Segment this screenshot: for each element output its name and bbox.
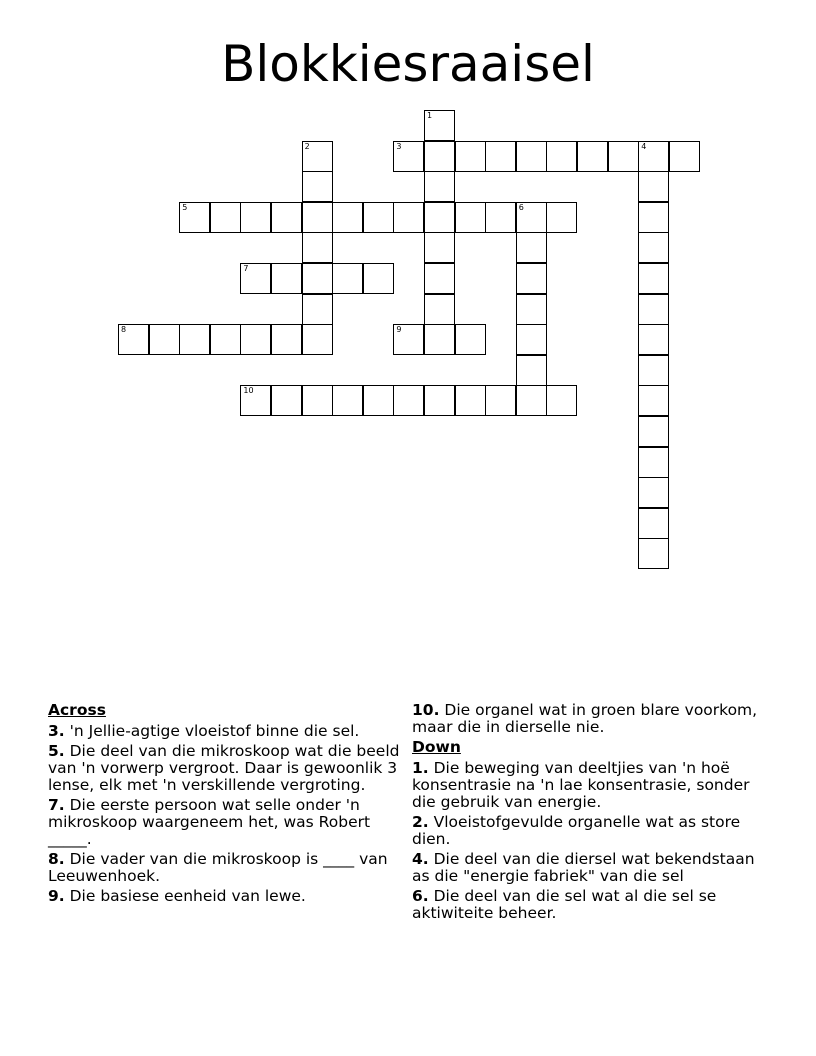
grid-cell[interactable] — [546, 202, 577, 233]
across-clue-8 — [48, 851, 408, 885]
grid-cell[interactable] — [424, 141, 455, 172]
clue-number: 4. — [412, 850, 429, 868]
grid-cell[interactable] — [577, 141, 608, 172]
grid-cell[interactable] — [393, 324, 424, 355]
grid-cell[interactable] — [393, 141, 424, 172]
across-clue-7 — [48, 797, 408, 848]
grid-cell[interactable] — [638, 508, 669, 539]
clue-number: 5. — [48, 742, 65, 760]
grid-cell[interactable] — [638, 447, 669, 478]
clue-number: 6. — [412, 887, 429, 905]
down-clue-1 — [412, 760, 764, 811]
grid-cell[interactable] — [332, 385, 363, 416]
grid-cell[interactable] — [638, 324, 669, 355]
grid-cell[interactable] — [638, 385, 669, 416]
cell-number: 6 — [518, 202, 524, 212]
clue-text: Vloeistofgevulde organelle wat as store dien. — [412, 813, 741, 848]
clue-number: 3. — [48, 722, 65, 740]
grid-cell[interactable] — [424, 110, 455, 141]
grid-cell[interactable] — [546, 385, 577, 416]
grid-cell[interactable] — [271, 385, 302, 416]
across-clue-3 — [48, 723, 408, 740]
grid-cell[interactable] — [516, 263, 547, 294]
grid-cell[interactable] — [638, 294, 669, 325]
cell-number: 5 — [182, 202, 188, 212]
grid-cell[interactable] — [546, 141, 577, 172]
cell-number: 9 — [396, 325, 402, 335]
grid-cell[interactable] — [271, 324, 302, 355]
grid-cell[interactable] — [424, 385, 455, 416]
grid-cell[interactable] — [302, 385, 333, 416]
clue-text: Die organel wat in groen blare voorkom, maar die in dierselle nie. — [412, 701, 758, 736]
cell-number: 7 — [243, 264, 249, 273]
grid-cell[interactable] — [424, 324, 455, 355]
grid-cell[interactable] — [516, 141, 547, 172]
grid-cell[interactable] — [210, 324, 241, 355]
clue-text: Die eerste persoon wat selle onder 'n mikroskoop waargeneem het, was Robert _____. — [48, 796, 371, 848]
clue-text: Die deel van die diersel wat bekendstaan as die "energie fabriek" van die sel — [412, 850, 755, 885]
down-clue-4 — [412, 851, 764, 885]
clue-number: 1. — [412, 759, 429, 777]
clues-left-column — [48, 702, 408, 908]
cell-number: 8 — [121, 325, 127, 335]
grid-cell[interactable] — [638, 538, 669, 569]
grid-cell[interactable] — [271, 263, 302, 294]
grid-cell[interactable] — [516, 232, 547, 263]
grid-cell[interactable] — [118, 324, 149, 355]
clue-text: 'n Jellie-agtige vloeistof binne die sel. — [69, 722, 360, 740]
clue-text: Die beweging van deeltjies van 'n hoë konsentrasie na 'n lae konsentrasie, sonder die gebruik van energie. — [412, 759, 750, 811]
grid-cell[interactable] — [638, 202, 669, 233]
grid-cell[interactable] — [393, 202, 424, 233]
cell-number: 1 — [427, 111, 433, 120]
grid-cell[interactable] — [424, 263, 455, 294]
grid-cell[interactable] — [363, 385, 394, 416]
clue-text: Die deel van die mikroskoop wat die beeld van 'n vorwerp vergroot. Daar is gewoonlik 3 lense, elk met 'n verskillende vergroting. — [48, 742, 400, 794]
grid-cell[interactable] — [638, 232, 669, 263]
grid-cell[interactable] — [516, 324, 547, 355]
grid-cell[interactable] — [424, 171, 455, 202]
grid-cell[interactable] — [424, 232, 455, 263]
across-clue-10 — [412, 702, 764, 736]
grid-cell[interactable] — [455, 385, 486, 416]
clue-number: 7. — [48, 796, 65, 814]
clue-number: 2. — [412, 813, 429, 831]
grid-cell[interactable] — [485, 202, 516, 233]
grid-cell[interactable] — [240, 202, 271, 233]
grid-cell[interactable] — [455, 202, 486, 233]
grid-cell[interactable] — [332, 202, 363, 233]
clue-text: Die deel van die sel wat al die sel se aktiwiteite beheer. — [412, 887, 717, 922]
grid-cell[interactable] — [424, 202, 455, 233]
grid-cell[interactable] — [179, 324, 210, 355]
grid-cell[interactable] — [638, 141, 669, 172]
grid-cell[interactable] — [424, 294, 455, 325]
cell-number: 2 — [304, 141, 310, 151]
across-clue-9 — [48, 888, 408, 905]
grid-cell[interactable] — [302, 324, 333, 355]
grid-cell[interactable] — [363, 202, 394, 233]
puzzle-title: Blokkiesraaisel — [221, 35, 595, 93]
grid-cell[interactable] — [485, 141, 516, 172]
down-heading: Down — [412, 738, 461, 756]
down-clue-6 — [412, 888, 764, 922]
clue-number: 10. — [412, 701, 440, 719]
cell-number: 4 — [641, 141, 647, 151]
clue-text: Die vader van die mikroskoop is ____ van Leeuwenhoek. — [48, 850, 388, 885]
grid-cell[interactable] — [210, 202, 241, 233]
grid-cell[interactable] — [455, 324, 486, 355]
clue-text: Die basiese eenheid van lewe. — [69, 887, 306, 905]
grid-cell[interactable] — [302, 141, 333, 172]
down-clue-2 — [412, 814, 764, 848]
grid-cell[interactable] — [455, 141, 486, 172]
grid-cell[interactable] — [240, 324, 271, 355]
grid-cell[interactable] — [240, 263, 271, 294]
grid-cell[interactable] — [669, 141, 700, 172]
grid-cell[interactable] — [179, 202, 210, 233]
grid-cell[interactable] — [608, 141, 639, 172]
cell-number: 10 — [243, 386, 254, 396]
grid-cell[interactable] — [302, 294, 333, 325]
clues-right-column — [412, 702, 764, 925]
grid-cell[interactable] — [638, 171, 669, 202]
grid-cell[interactable] — [240, 385, 271, 416]
grid-cell[interactable] — [516, 202, 547, 233]
grid-cell[interactable] — [332, 263, 363, 294]
across-clue-5 — [48, 743, 408, 794]
grid-cell[interactable] — [363, 263, 394, 294]
grid-cell[interactable] — [302, 232, 333, 263]
grid-cell[interactable] — [638, 416, 669, 447]
grid-cell[interactable] — [638, 355, 669, 386]
grid-cell[interactable] — [516, 355, 547, 386]
grid-cell[interactable] — [302, 202, 333, 233]
grid-cell[interactable] — [516, 294, 547, 325]
grid-cell[interactable] — [485, 385, 516, 416]
grid-cell[interactable] — [638, 477, 669, 508]
grid-cell[interactable] — [271, 202, 302, 233]
grid-cell[interactable] — [393, 385, 424, 416]
grid-cell[interactable] — [638, 263, 669, 294]
across-heading: Across — [48, 701, 106, 719]
clue-number: 8. — [48, 850, 65, 868]
clue-number: 9. — [48, 887, 65, 905]
cell-number: 3 — [396, 141, 402, 151]
grid-cell[interactable] — [149, 324, 180, 355]
grid-cell[interactable] — [516, 385, 547, 416]
grid-cell[interactable] — [302, 263, 333, 294]
grid-cell[interactable] — [302, 171, 333, 202]
